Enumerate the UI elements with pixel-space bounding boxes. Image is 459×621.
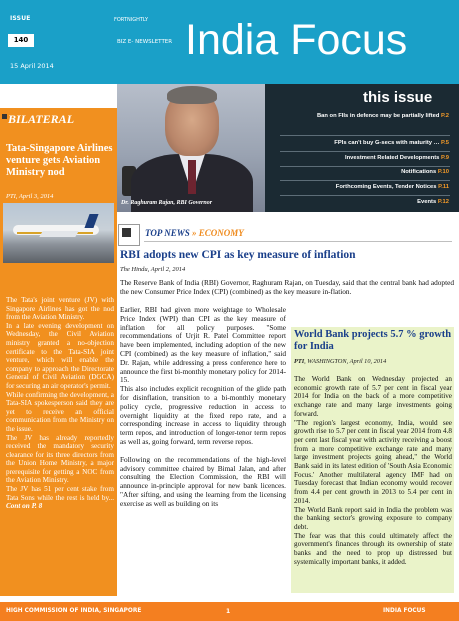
rbi-source: The Hindu, April 2, 2014	[120, 266, 186, 273]
world-bank-headline: World Bank projects 5.7 % growth for India	[294, 329, 452, 352]
paragraph: The fear was that this could ultimately affect the government's finances through its ownership of state banks and the need to prop up distressed but systemically important banks, it added.	[294, 531, 452, 566]
photo-tie	[188, 160, 196, 194]
paragraph: Earlier, RBI had given more weightage to Wholesale Price Index (WPI) than CPI as the key measure of inflation for all policy purposes. "Some recommendations of Urjit R. Patel Committee report have been implemented, including adoption of the new CPI (combined) as the key measure of inflation," said Dr. Rajan, while addressing a press conference here to announce the first bi-monthly monetary policy for 2014-15.	[120, 305, 286, 385]
section-marker-icon	[118, 224, 140, 246]
paragraph: The JV has 51 per cent stake from Tata Sons while the rest is held by... Cont on P. 8	[6, 485, 114, 511]
paragraph: The JV has already reportedly received the mandatory security clearance for its three directors from the Union Home Ministry, a major prerequisite for getting a NOC from the Aviation Ministry.	[6, 433, 114, 485]
world-bank-article-body	[294, 375, 452, 566]
paragraph: The World Bank on Wednesday projected an economic growth rate of 5.7 per cent in fiscal year 2014 for India on the back of a more competitive exchange rate and many large investments going forward.	[294, 375, 452, 418]
tata-source: PTI, April 3, 2014	[6, 193, 54, 200]
issue-label: ISSUE	[10, 15, 31, 22]
toc-item[interactable]: Ban on FIIs in defence may be partially lifted P.2	[316, 113, 449, 119]
world-bank-source: PTI, WASHINGTON, April 10, 2014	[294, 358, 387, 365]
issue-number: 140	[8, 34, 34, 47]
airplane-photo	[3, 203, 114, 263]
divider	[144, 241, 452, 242]
governor-photo	[117, 84, 265, 212]
toc-item[interactable]: FPIs can't buy G-secs with maturity … P.5	[334, 140, 449, 146]
bilateral-section-title: BILATERAL	[8, 112, 75, 126]
photo-hair	[167, 86, 217, 104]
paragraph: This also includes explicit recognition of the glide path for disinflation, transition to a bi-monthly monetary policy cycle, progressive reduction in access to overnight liquidity at the fixed repo rate, and a corresponding increase in access to liquidity through term repos, and introduction of longer-tenor term repos as well as, going forward, term reverse repos.	[120, 384, 286, 446]
paragraph: In a late evening development on Wednesday, the Civil Aviation ministry granted a no-objection certificate to the Tata-SIA joint venture, which will enable the company to approach the Directorate General of Civil Aviation (DGCA) for securing an air operator's permit.	[6, 321, 114, 390]
rbi-headline: RBI adopts new CPI as key measure of inflation	[120, 249, 356, 261]
footer-brand: INDIA FOCUS	[383, 608, 426, 614]
toc-divider	[280, 180, 450, 181]
toc-divider	[280, 195, 450, 196]
paragraph: Following on the recommendations of the high-level advisory committee chaired by Bimal Jalan, and after consulting the Election Commission, the RBI will announce in-principle approval for new bank licences. "After sifting, and using the learning from the licensing exercise as well as building on its	[120, 454, 286, 508]
top-news-heading: TOP NEWS » ECONOMY	[145, 228, 244, 238]
toc-item[interactable]: Investment Related Developments P.9	[345, 155, 449, 161]
toc-divider	[280, 151, 450, 152]
paragraph: While confirming the development, a Tata-SIA spokesperson said they are yet to receive an official communication from the Ministry on the issue.	[6, 390, 114, 433]
brand-title: India Focus	[185, 16, 408, 64]
toc-item[interactable]: Forthcoming Events, Tender Notices P.11	[335, 184, 449, 190]
continued-link[interactable]: Cont on P. 8	[6, 502, 43, 511]
paragraph: The Tata's joint venture (JV) with Singapore Airlines has got the nod from the Aviation Ministry.	[6, 296, 114, 322]
page-number: 1	[226, 608, 231, 615]
rbi-article-body	[120, 306, 286, 509]
tata-headline: Tata-Singapore Airlines venture gets Aviation Ministry nod	[6, 143, 113, 178]
frequency-label: FORTNIGHTLY	[114, 17, 149, 23]
toc-divider	[280, 135, 450, 136]
paragraph: "The region's largest economy, India, would see growth rise to 5.7 per cent in fiscal year 2014 from 4.8 per cent last fiscal year with activity receiving a boost from a more competitive exchange rate and many large investment projects going ahead," the World Bank said in its latest edition of 'South Asia Economic Focus.' Another multilateral agency IMF had on Tuesday forecast that Indian economy would recover from 4.4 per cent growth in 2013 to 5.4 per cent in 2014.	[294, 418, 452, 505]
toc-divider	[280, 166, 450, 167]
newsletter-label: BIZ E- NEWSLETTER	[117, 39, 173, 45]
rbi-intro: The Reserve Bank of India (RBI) Governor, Raghuram Rajan, on Tuesday, said that the central bank had adopted the new Consumer Price Index (CPI) (combined) as the key measure in-flation.	[120, 278, 454, 296]
toc-item[interactable]: Notifications P.10	[401, 169, 449, 175]
photo-caption: Dr. Raghuram Rajan, RBI Governor	[121, 200, 213, 206]
paragraph: The World Bank report said in India the problem was the banking sector's growing exposure to company debt.	[294, 505, 452, 531]
tata-article-body	[6, 296, 114, 511]
airplane-wing	[39, 231, 78, 237]
toc-item[interactable]: Events P.12	[417, 199, 449, 205]
issue-date: 15 April 2014	[10, 62, 54, 70]
footer-publisher: HIGH COMMISSION OF INDIA, SINGAPORE	[6, 608, 142, 614]
this-issue-title: this issue	[363, 89, 433, 106]
section-marker-icon	[2, 114, 7, 119]
